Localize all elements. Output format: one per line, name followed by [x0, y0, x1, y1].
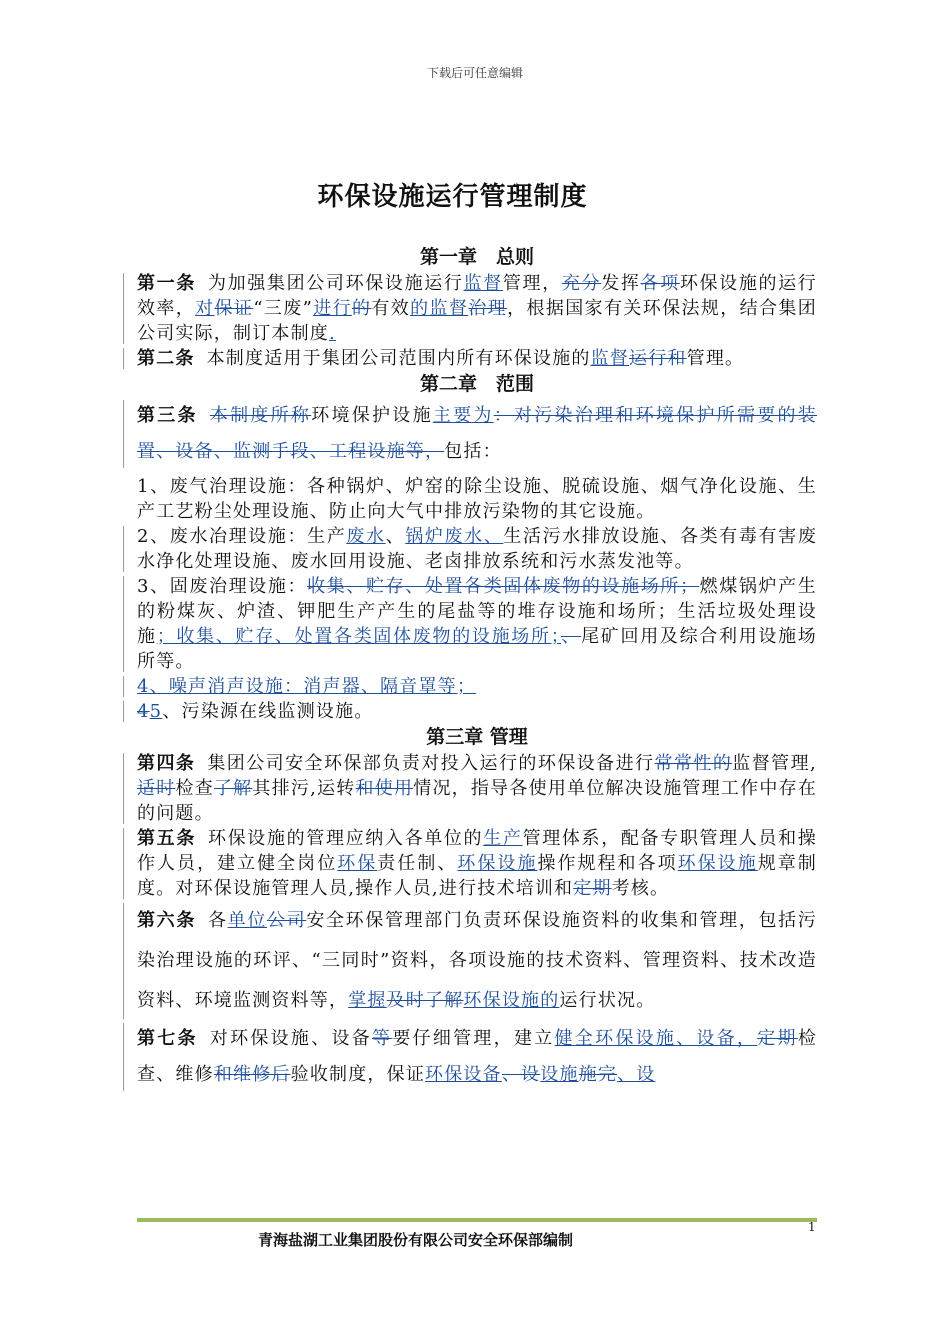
list-item-noise: [137, 674, 817, 699]
text-run: 要仔细管理，建立: [392, 1028, 555, 1049]
page-number: 1: [808, 1220, 816, 1234]
text-run: 环保设施的管理应纳入各单位的: [207, 828, 484, 849]
text-run: 监督管理,: [732, 753, 817, 774]
footer-text: 青海盐湖工业集团股份有限公司安全环保部编制: [258, 1231, 574, 1249]
deletion: 等: [372, 1028, 393, 1049]
document-body: [137, 244, 817, 1093]
text-run: 2、废水冶理设施：生产: [137, 526, 347, 547]
deletion: 运行和: [629, 348, 687, 369]
insertion: 的监督: [410, 298, 469, 319]
text-run: ，根据国家有关环保法规，结合集团公司实际，制订本制度: [137, 298, 818, 344]
article-1: [137, 271, 817, 346]
text-run: 对环保设施、设备: [209, 1028, 373, 1049]
deletion: 保证: [214, 298, 254, 319]
text-run: 考核。: [611, 878, 670, 899]
deletion: 适时: [137, 778, 176, 799]
article-4: [137, 751, 817, 826]
article-label: 第六条: [137, 910, 196, 931]
article-label: 第二条: [137, 348, 195, 369]
deletion: 定期: [573, 878, 612, 899]
text-run: 、: [385, 526, 406, 547]
deletion: ：对污染治理和环境保护所需要的装置、设备、监测手段、工程设施等，: [137, 405, 817, 462]
text-run: 检查: [175, 778, 214, 799]
article-label: 第一条: [137, 273, 196, 294]
text-run: 包括：: [444, 441, 502, 462]
text-run: 生活污水排放设施、各类有毒有害废水净化处理设施、废水回用设施、老卤排放系统和污水蒸发池等。: [137, 526, 818, 572]
deletion: 和维修后: [213, 1064, 291, 1085]
text-run: 集团公司安全环保部负责对投入运行的环保设备进行: [207, 753, 655, 774]
text-run: 3、固废治理设施：: [137, 576, 308, 597]
list-item-waste-gas: 1、废气治理设施：各种锅炉、炉窑的除尘设施、脱硫设施、烟气净化设施、生产工艺粉尘处理设施、防止向大气中排放污染物的其它设施。: [137, 476, 817, 522]
insertion: 监督: [590, 348, 630, 369]
text-run: 本制度适用于集团公司范围内所有环保设施的: [206, 348, 591, 369]
article-label: 第四条: [137, 753, 196, 774]
deletion: 施完: [578, 1064, 618, 1085]
deletion: 本制度所称: [209, 405, 312, 426]
insertion: 设施: [540, 1064, 579, 1085]
deletion: 及时了解: [386, 990, 464, 1011]
text-run: 尾矿回用及综合利用设施场所等。: [137, 626, 818, 672]
insertion: 对: [195, 298, 215, 319]
insertion: 环保设施: [457, 853, 538, 874]
deletion: 各项: [640, 273, 680, 294]
text-run: 管理。: [686, 348, 745, 369]
insertion: 进行: [313, 298, 353, 319]
article-2: [137, 346, 817, 371]
text-run: 、污染源在线监测设施。: [162, 701, 374, 722]
insertion: 主要为: [432, 405, 494, 426]
insertion: 4、噪声消声设施：消声器、隔音罩等；: [137, 676, 477, 697]
insertion: 5: [149, 701, 163, 722]
text-run: 其排污,运转: [252, 778, 356, 799]
document-title: 环保设施运行管理制度: [317, 182, 588, 212]
text-run: 验收制度，保证: [290, 1064, 426, 1085]
deletion: 和使用: [355, 778, 414, 799]
text-run: 发挥: [601, 273, 641, 294]
insertion: 废水: [346, 526, 386, 547]
deletion: 、: [560, 626, 582, 647]
deletion: 公司: [266, 910, 307, 931]
text-run: 管理体系，配备专职管理人员和操作人员，建立健全岗位: [137, 828, 817, 874]
deletion: 了解: [213, 778, 253, 799]
text-run: 规章制度。对环保设施管理人员,操作人员,进行技术培训和: [137, 853, 817, 899]
text-run: 管理，: [502, 273, 562, 294]
list-item-solid-waste: [137, 574, 817, 674]
chapter-heading-2: 第二章 范围: [419, 373, 534, 395]
insertion: 、设: [617, 1064, 656, 1085]
header-note: 下载后可任意编辑: [426, 66, 523, 80]
article-label: 第七条: [137, 1028, 198, 1049]
article-6: [137, 901, 817, 1021]
deletion: 充分: [561, 273, 602, 294]
text-run: “三废”: [253, 298, 314, 319]
list-item-monitoring: [137, 699, 817, 724]
footer-rule: [137, 1218, 817, 1222]
deletion: 收集、贮存、处置各类固体废物的设施场所；: [307, 576, 700, 597]
text-run: 情况，指导各使用单位解决设施管理工作中存在的问题。: [137, 778, 818, 824]
insertion: ；收集、贮存、处置各类固体废物的设施场所；: [156, 626, 561, 647]
article-label: 第三条: [137, 405, 198, 426]
insertion: 掌握: [348, 990, 387, 1011]
text-run: 燃煤锅炉产生的粉煤灰、炉渣、钾肥生产产生的尾盐等的堆存设施和场所；生活垃圾处理设施: [137, 576, 817, 647]
deletion: 4: [137, 701, 150, 722]
insertion: 环保: [337, 853, 378, 874]
text-run: 为加强集团公司环保设施运行: [207, 273, 464, 294]
deletion: 的: [352, 298, 372, 319]
text-run: 有效: [371, 298, 411, 319]
deletion: 治理: [468, 298, 508, 319]
chapter-heading-3: 第三章 管理: [426, 726, 528, 748]
text-run: 环境保护设施: [311, 405, 433, 426]
insertion: 监督: [463, 273, 503, 294]
insertion: 生产: [483, 828, 523, 849]
deletion: 、设: [501, 1064, 541, 1085]
insertion: 环保设施的: [463, 990, 560, 1011]
text-run: 各: [207, 910, 228, 931]
article-3: [137, 398, 817, 470]
text-run: 运行状况。: [559, 990, 656, 1011]
text-run: 责任制、: [377, 853, 458, 874]
article-label: 第五条: [137, 828, 196, 849]
insertion: .: [329, 323, 336, 344]
text-run: 安全环保管理部门负责环保设施资料的收集和管理，包括污染治理设施的环评、“三同时”资料，各项设施的技术资料、管理资料、技术改造资料、环境监测资料等，: [137, 910, 818, 1011]
deletion: 常常性的: [654, 753, 733, 774]
insertion: 健全环保设施、设备，: [554, 1028, 758, 1049]
insertion: 单位: [227, 910, 267, 931]
chapter-heading-1: 第一章 总则: [419, 246, 534, 268]
list-item-waste-water: [137, 524, 817, 574]
article-5: [137, 826, 817, 901]
insertion: 环保设施: [677, 853, 758, 874]
text-run: 环保设施的运行效率，: [137, 273, 818, 319]
insertion: 锅炉废水、: [405, 526, 504, 547]
text-run: 操作规程和各项: [537, 853, 678, 874]
deletion: 定期: [757, 1028, 798, 1049]
insertion: 环保设备: [425, 1064, 502, 1085]
text-run: 检查、维修: [137, 1028, 818, 1085]
article-7: [137, 1021, 817, 1093]
